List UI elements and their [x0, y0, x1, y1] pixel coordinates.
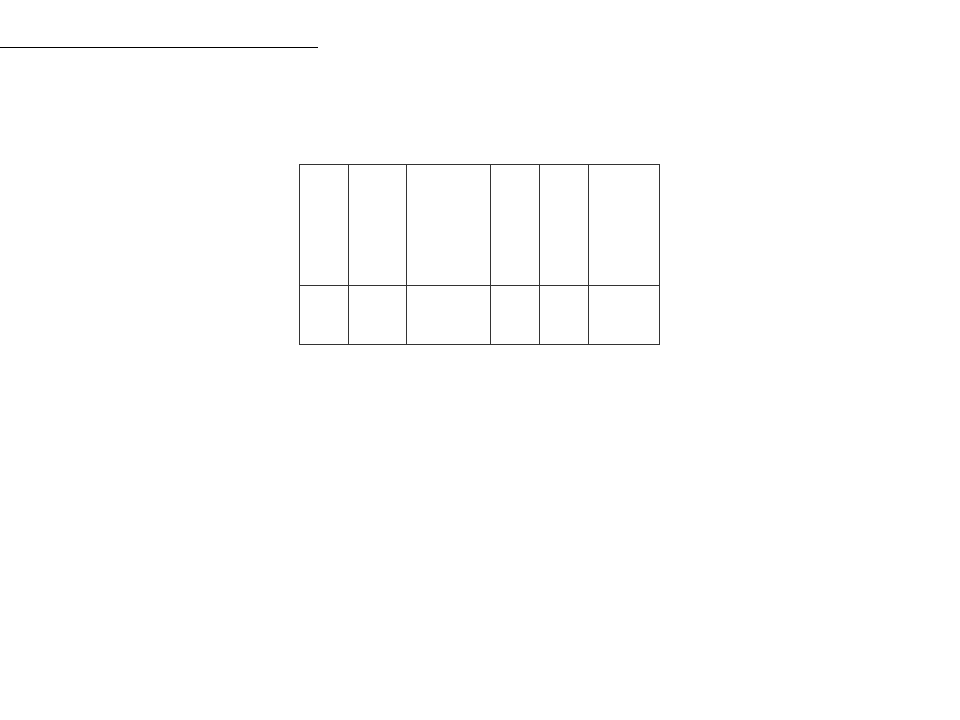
header-average-fuel: [407, 165, 491, 286]
footnote-rule: [0, 47, 318, 48]
total-empty-cell: [349, 286, 407, 345]
total-label: [300, 286, 349, 345]
header-average-hg: [349, 165, 407, 286]
header-burn-interval: [540, 165, 589, 286]
mercury-emission-table: [299, 164, 660, 345]
header-walker-area: [300, 165, 349, 286]
total-value: [589, 286, 660, 345]
header-hg-emitted: [589, 165, 660, 286]
header-area: [491, 165, 540, 286]
table-total-row: [300, 286, 660, 345]
table-header-row: [300, 165, 660, 286]
footnote: [8, 65, 28, 82]
total-empty-cell: [540, 286, 589, 345]
total-empty-cell: [407, 286, 491, 345]
total-empty-cell: [491, 286, 540, 345]
